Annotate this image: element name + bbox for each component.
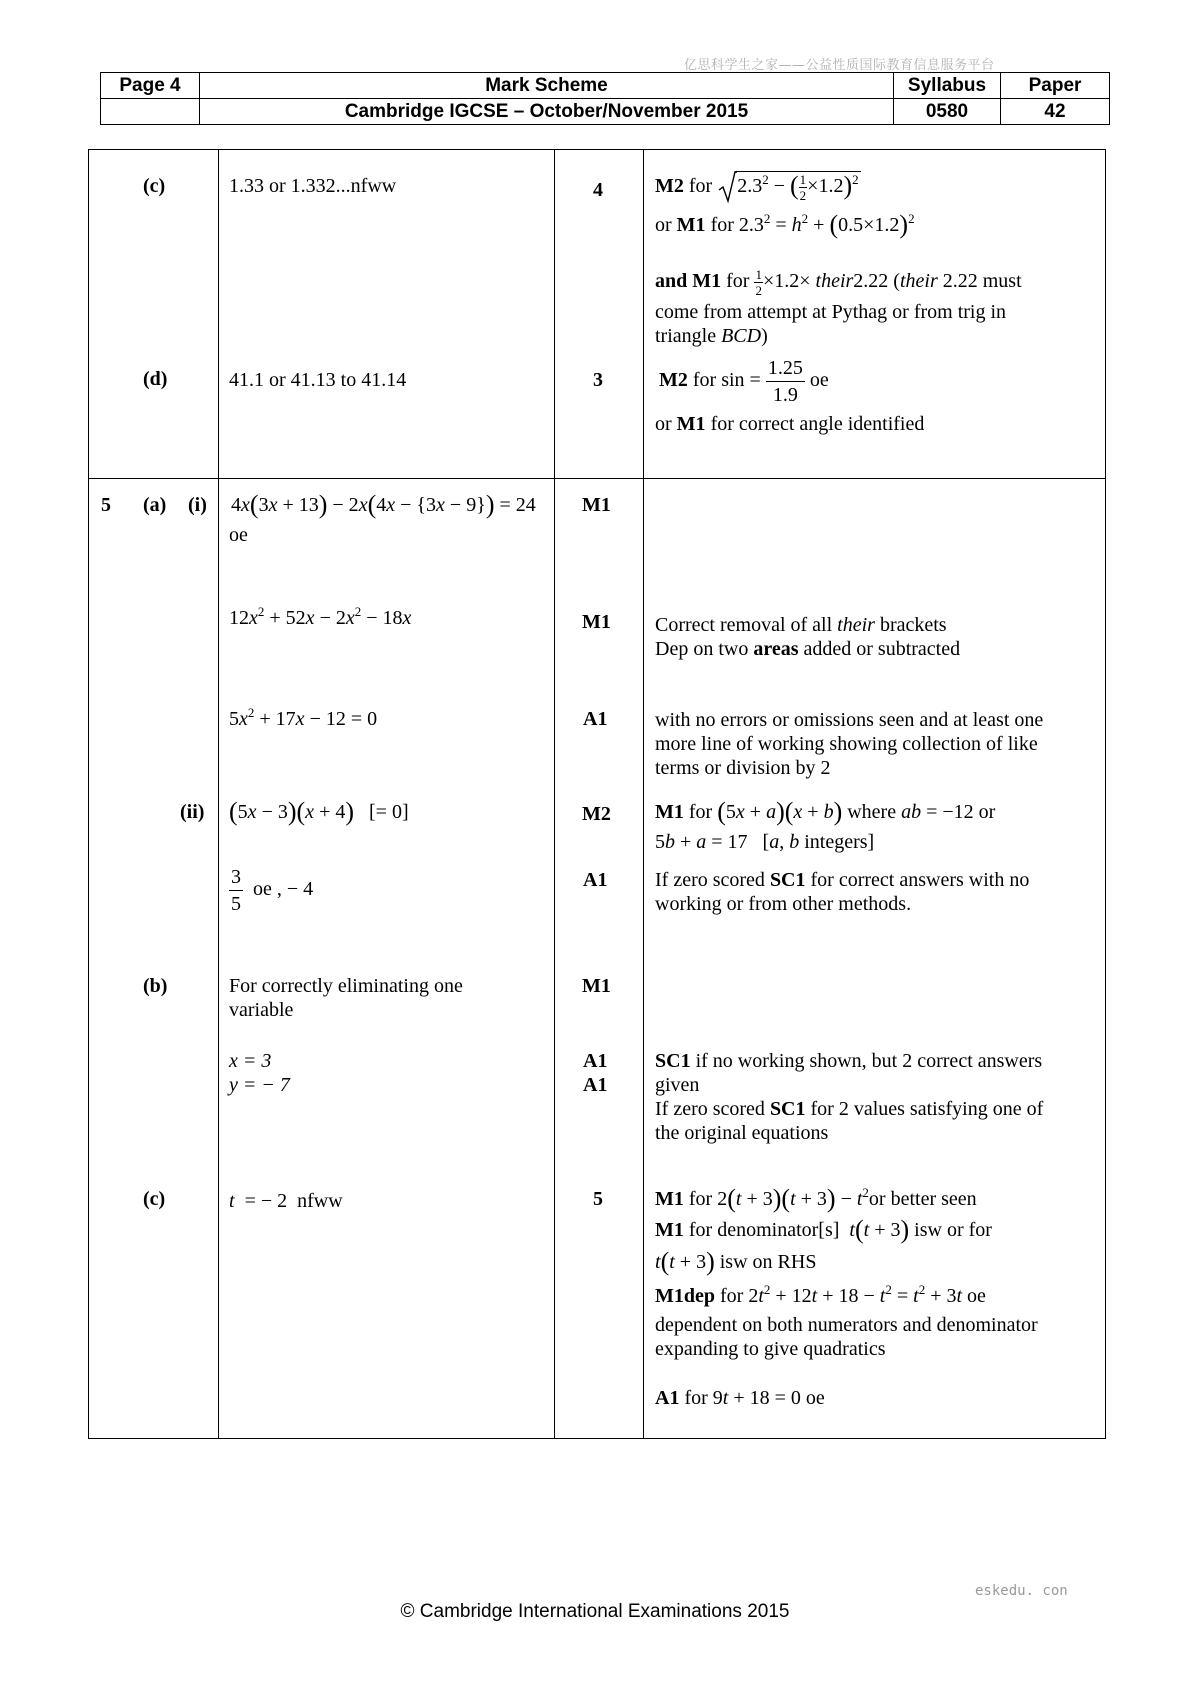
guidance-word: areas [753, 638, 799, 660]
guidance-word: or better seen [868, 1188, 977, 1210]
answer-5ai-line4: $5x^2 + 17x - 12 = 0$ [229, 705, 378, 730]
header-title: Mark Scheme [200, 73, 894, 99]
part-label-b: (b) [143, 975, 168, 997]
denominator: 5 [231, 892, 241, 915]
header-table [100, 72, 1110, 125]
math-expression: $2(t + 3)(t + 3) - t^2$ [717, 1184, 869, 1213]
column-divider [218, 150, 219, 1438]
mark-code: M2 [655, 175, 684, 197]
row-divider [89, 478, 1105, 479]
guidance-word: added or subtracted [798, 638, 961, 660]
numerator: 1.25 [766, 358, 805, 382]
guidance-word: oe , − 4 [253, 878, 314, 900]
sqrt-symbol-icon [717, 170, 737, 204]
guidance-word: oe [967, 1285, 986, 1307]
math-expression: $\frac{1}{2}$ ×1.2× their2.22 [755, 266, 889, 298]
variable-name: BCD [721, 325, 762, 347]
mark-code: M2 [659, 369, 688, 391]
syllabus-value: 0580 [894, 99, 1001, 125]
guidance-word: Dep on two [655, 638, 754, 660]
page-label: Page 4 [101, 73, 200, 99]
mark-5b-3: A1 [583, 1074, 608, 1096]
answer-5aii-line1: (5x − 3)(x + 4) [= 0] [229, 797, 409, 826]
answer-5b-line1: For correctly eliminating one [229, 975, 463, 997]
answer-5aii-line2 [229, 862, 313, 916]
guidance-4c-line5 [655, 324, 768, 348]
mark-code: M1dep [655, 1285, 715, 1307]
guidance-word: Correct removal of all [655, 614, 838, 636]
mark-5aii-1: M2 [582, 803, 611, 825]
mark-5c: 5 [593, 1188, 603, 1210]
site-watermark: eskedu. con [975, 1583, 1068, 1599]
guidance-5b-l1 [655, 1049, 1042, 1073]
mark-5ai-2: M1 [582, 611, 611, 633]
guidance-5b-l2: given [655, 1074, 700, 1096]
guidance-word: for [720, 1285, 744, 1307]
guidance-word: their [837, 614, 875, 636]
denominator: 1.9 [772, 383, 798, 406]
guidance-word: for denominator[s] [688, 1219, 840, 1241]
mark-code: SC1 [769, 1098, 806, 1120]
guidance-word: or [655, 413, 672, 435]
guidance-word: if no working shown, but 2 correct answers [690, 1050, 1043, 1072]
paper-label: Paper [1001, 73, 1110, 99]
mark-5ai-1: M1 [582, 494, 611, 516]
guidance-5c-l1 [655, 1184, 977, 1213]
guidance-5c-l6: expanding to give quadratics [655, 1338, 886, 1360]
guidance-5aii-l4: working or from other methods. [655, 893, 912, 915]
watermark-text: 亿思科学生之家——公益性质国际教育信息服务平台 [684, 58, 995, 73]
guidance-4c-line1 [655, 168, 861, 204]
numerator: 3 [229, 867, 243, 891]
guidance-5ai-l3: terms or division by 2 [655, 757, 831, 779]
mark-5aii-2: A1 [583, 869, 608, 891]
guidance-word: for [726, 270, 750, 292]
part-label-a: (a) [143, 494, 167, 516]
guidance-word: where [847, 801, 897, 823]
guidance-5c-l3 [655, 1247, 817, 1276]
sqrt-radicand: $2.3^2$ − ( $\frac{1}{2}$ ×1.2)$^2$ [737, 171, 859, 203]
part-label-c2: (c) [143, 1188, 166, 1210]
fraction [229, 867, 243, 914]
header-empty-cell [101, 99, 200, 125]
guidance-4c-line3 [655, 262, 1022, 300]
mark-code: M1 [655, 1219, 684, 1241]
answer-4c: 1.33 or 1.332...nfww [229, 175, 397, 197]
guidance-word: If zero scored [655, 869, 770, 891]
math-expression: (5x + a)(x + b) [717, 797, 843, 826]
answer-5ai-line3: $12x^2 + 52x - 2x^2 - 18x$ [229, 604, 412, 629]
guidance-5aii-l1 [655, 797, 996, 826]
answer-5ai-line1: 4x(3x + 13) − 2x(4x − {3x − 9}) = 24 [231, 490, 536, 519]
guidance-word: for [710, 214, 734, 236]
subpart-label-ii: (ii) [180, 801, 205, 823]
guidance-word: for [688, 1188, 713, 1210]
header-subtitle: Cambridge IGCSE – October/November 2015 [200, 99, 894, 125]
math-expression: 9t + 18 = 0 [712, 1387, 801, 1409]
guidance-word: oe [805, 1387, 825, 1409]
paper-value: 42 [1001, 99, 1110, 125]
mark-5b-2: A1 [583, 1050, 608, 1072]
guidance-5b-l4: the original equations [655, 1122, 829, 1144]
column-divider [554, 150, 555, 1438]
guidance-word: brackets [874, 614, 947, 636]
guidance-5aii-l2: 5b + a = 17 [a, b integers] [655, 831, 875, 853]
guidance-word: or [655, 214, 672, 236]
guidance-word: isw or for [914, 1219, 992, 1241]
footer-copyright: © Cambridge International Examinations 2015 [400, 1601, 790, 1622]
answer-5b-x: x = 3 [229, 1050, 272, 1072]
guidance-word: oe [809, 369, 829, 391]
math-expression: t(t + 3) [655, 1247, 715, 1276]
guidance-word: for [688, 175, 713, 197]
guidance-5c-l4 [655, 1284, 986, 1308]
column-divider [643, 150, 644, 1438]
guidance-word: for correct angle identified [710, 413, 925, 435]
answer-5b-y: y = − 7 [229, 1074, 290, 1096]
math-expression: ab = −12 or [901, 801, 996, 823]
mark-code: M1 [676, 413, 706, 435]
subpart-label-i: (i) [188, 494, 207, 516]
guidance-4d-line2 [655, 412, 924, 436]
mark-4c: 4 [593, 179, 603, 201]
part-label-c: (c) [143, 175, 166, 197]
mark-code: SC1 [655, 1050, 691, 1072]
guidance-5ai-l2: more line of working showing collection of like [655, 733, 1038, 755]
mark-code: and M1 [655, 270, 722, 292]
guidance-4c-line2 [655, 210, 915, 239]
math-expression: $2.3^2 = h^2 + (0.5\times 1.2)^2$ [738, 210, 915, 239]
guidance-5c-l7 [655, 1386, 825, 1410]
guidance-5c-l5: dependent on both numerators and denominator [655, 1314, 1038, 1336]
answer-5b-line2: variable [229, 999, 294, 1021]
guidance-word: ) [761, 325, 768, 347]
mark-code: M1 [676, 214, 706, 236]
math-expression: $2t^2 + 12t + 18 - t^2 = t^2 + 3t$ [748, 1282, 963, 1307]
mark-code: A1 [655, 1387, 680, 1409]
guidance-4c-line4: come from attempt at Pythag or from trig in [655, 301, 1007, 323]
guidance-word: for 2 values satisfying one of [805, 1098, 1044, 1120]
fraction [766, 358, 805, 405]
guidance-word: for [684, 1387, 708, 1409]
guidance-word: If zero scored [655, 1098, 770, 1120]
part-label-d: (d) [143, 368, 168, 390]
mark-5ai-3: A1 [583, 708, 608, 730]
their-note: (their 2.22 must [893, 270, 1022, 292]
guidance-4d-line1 [659, 353, 829, 407]
guidance-word: for [688, 801, 713, 823]
mark-code: M1 [655, 1188, 684, 1210]
answer-5ai-line2: oe [229, 524, 248, 546]
mark-scheme-table [88, 149, 1106, 1439]
guidance-5ai-dep [655, 637, 960, 661]
answer-5c: t = − 2 nfww [229, 1190, 343, 1212]
guidance-5c-l2 [655, 1215, 992, 1244]
guidance-word: for correct answers with no [805, 869, 1030, 891]
guidance-word: triangle [655, 325, 722, 347]
answer-4d: 41.1 or 41.13 to 41.14 [229, 369, 407, 391]
mark-4d: 3 [593, 369, 603, 391]
syllabus-label: Syllabus [894, 73, 1001, 99]
guidance-word: isw on RHS [719, 1251, 817, 1273]
guidance-5ai-removal [655, 613, 947, 637]
mark-code: SC1 [769, 869, 806, 891]
question-number-5: 5 [101, 494, 111, 516]
guidance-word: for sin = [692, 369, 761, 391]
mark-5b-1: M1 [582, 975, 611, 997]
math-expression: t(t + 3) [849, 1215, 910, 1244]
guidance-5b-l3 [655, 1097, 1043, 1121]
mark-code: M1 [655, 801, 684, 823]
guidance-5ai-l1: with no errors or omissions seen and at least one [655, 709, 1044, 731]
guidance-5aii-l3 [655, 868, 1029, 892]
